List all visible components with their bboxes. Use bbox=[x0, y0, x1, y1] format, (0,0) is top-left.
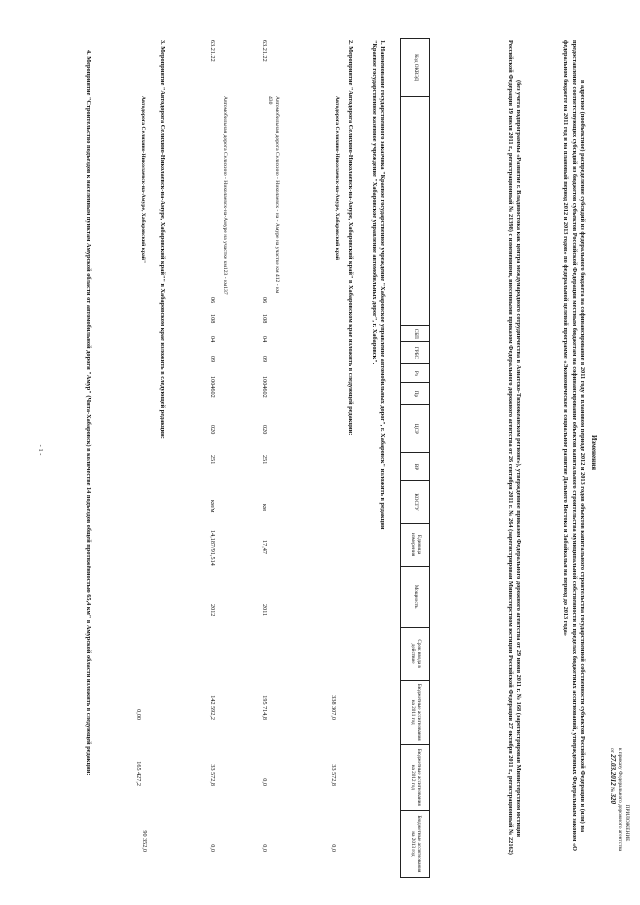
intro-paragraph: в адресное (пообъектное) распределение субсидий из федерального бюджета на софинансирование в 2011 году и плановом периоде 2012 и 2013 годов объектов капитального строительства государственной собственности субъектов Российской Федерации и (или) на предоставление соответствующих субсидий из бюджетов субъектов Российской Федерации местным бюджетам на софинансирование объектов капитального строительства муниципальной собственности в пределах бюджетных ассигнований, утвержденных Федеральным законом «О федеральном бюджете на 2011 год и на плановый период 2012 и 2013 годов» по федеральной целевой программе «Экономическое и социальное развитие Дальнего Востока и Забайкалья на период до 2013 года» bbox=[562, 40, 586, 852]
row1-kosgu: 251 bbox=[261, 455, 268, 465]
row2-rz: 04 bbox=[209, 336, 216, 343]
row1-2012: 0,0 bbox=[261, 778, 268, 786]
col-2013: Бюджетные ассигнования на 2013 год bbox=[401, 810, 430, 877]
row2-sbp: 06 bbox=[209, 297, 216, 304]
row1-grbs: 108 bbox=[261, 314, 268, 324]
item-2-text: 2. Мероприятие "Автодорога Селихино-Николаевск-на-Амуре, Хабаровский край" в Хабаровском крае изложить в следующей редакции: bbox=[347, 40, 354, 436]
col-unit: Единица измерения bbox=[401, 523, 430, 566]
row1-2011: 195 714,8 bbox=[261, 695, 268, 720]
row2-csr: 1004602 bbox=[209, 376, 216, 398]
item-1-text: 1. Наименование государственного заказчика "Краевое государственное учреждение "Хабаровское управление автомобильных дорог", г. Хабаровск" изложить в редакции bbox=[379, 40, 386, 530]
col-grbs: ГРБС bbox=[401, 342, 430, 364]
col-2011: Бюджетные ассигнования на 2011 год bbox=[401, 680, 430, 744]
col-power: Мощность bbox=[401, 566, 430, 627]
item-3-text: 3. Мероприятие "Автодорога Селихино-Николаевск-на-Амуре, Хабаровский край"" в Хабаровском крае изложить в следующей редакции: bbox=[159, 40, 166, 439]
item-3-summary-2011: 0,00 bbox=[135, 709, 142, 720]
row1-okved: 63.21.22 bbox=[261, 40, 268, 62]
document-title: Изменения bbox=[590, 434, 598, 471]
row2-pr: 09 bbox=[209, 356, 216, 363]
attachment-date: 27.03.2012 bbox=[608, 754, 617, 786]
col-name bbox=[401, 97, 430, 326]
col-2012: Бюджетные ассигнования на 2012 год bbox=[401, 744, 430, 810]
row1-csr: 1004602 bbox=[261, 376, 268, 398]
item-1 bbox=[369, 40, 386, 880]
col-pr: Пр bbox=[401, 383, 430, 405]
row1-unit: км bbox=[261, 504, 268, 511]
item-2-summary-2012: 33 572,8 bbox=[330, 764, 337, 786]
item-2-summary-2013: 0,0 bbox=[330, 844, 337, 852]
row2-okved: 63.21.22 bbox=[209, 40, 216, 62]
page-number: - 1 - bbox=[37, 444, 44, 456]
row2-power: 14,187/91,514 bbox=[209, 530, 216, 566]
item-3-summary-2012: 165 427,2 bbox=[135, 761, 142, 786]
item-2-summary-name: Автодорога Селихино-Николаевск-на-Амуре, Хабаровский край bbox=[334, 96, 340, 260]
row1-power: 17,47 bbox=[261, 540, 268, 554]
attachment-line1: к приказу Федерального дорожного агентства bbox=[617, 748, 624, 852]
row2-kosgu: 251 bbox=[209, 455, 216, 465]
row2-2013: 0,0 bbox=[209, 844, 216, 852]
row2-term: 2012 bbox=[209, 604, 216, 617]
col-sbp: СБП bbox=[401, 326, 430, 342]
row1-pr: 09 bbox=[261, 356, 268, 363]
row1-rz: 04 bbox=[261, 336, 268, 343]
col-term: Срок ввода в действие bbox=[401, 627, 430, 680]
row1-sbp: 06 bbox=[261, 297, 268, 304]
col-vr: ВР bbox=[401, 453, 430, 481]
col-rz: Рз bbox=[401, 364, 430, 383]
item-2-summary-2011: 338 307,0 bbox=[330, 695, 337, 720]
col-csr: ЦСР bbox=[401, 405, 430, 453]
row1-term: 2011 bbox=[261, 604, 268, 617]
row2-vr: 020 bbox=[209, 425, 216, 435]
row1-name: Автомобильная дорога Селихино - Николаевск - на - Амуре на участке км 412 - км 430 bbox=[267, 96, 280, 294]
attachment-number: 320 bbox=[608, 793, 617, 804]
row2-2012: 33 572,8 bbox=[209, 764, 216, 786]
item-4-text: 4. Мероприятие "Строительство подъездов к населенным пунктам Амурской области от автомобильной дороги "Амур" (Чита-Хабаровск) в количестве 14 подъездов общей протяжённостью 65,4 км" в Амурской области изложить в следующей редакции: bbox=[85, 50, 92, 776]
item-1-text2: "Краевое государственное казенное учреждение "Хабаровское управление автомобильных дорог", г. Хабаровск". bbox=[370, 40, 378, 365]
row1-vr: 020 bbox=[261, 425, 268, 435]
attachment-block bbox=[608, 748, 630, 898]
item-3-summary-name: Автодорога Селихино-Николаевск-на-Амуре, Хабаровский край" bbox=[140, 96, 146, 264]
attachment-label: ПРИЛОЖЕНИЕ bbox=[624, 804, 630, 842]
row2-name: Автомобильная дорога Селихино - Николаевск-на-Амуре на участке км123 - км137 bbox=[222, 96, 228, 295]
row2-unit: км/м bbox=[209, 500, 216, 513]
row2-grbs: 108 bbox=[209, 314, 216, 324]
allocation-table-header bbox=[400, 38, 430, 878]
row1-2013: 0,0 bbox=[261, 844, 268, 852]
col-okved: Код ОКВЭД bbox=[401, 39, 430, 97]
subtitle-paragraph: (без учета подпрограммы «Развитие г. Владивостока как центра международного сотрудничества в Азиатско-Тихоокеанском регионе»), утвержденное приказом Федерального дорожного агентства от 29 июня 2011 г. № 168 (зарегистрирован Министерством юстиции Российской Федерации 19 июля 2011 г., регистрационный № 21398) с изменениями, внесенными приказом Федерального дорожного агентства от 26 сентября 2011 г. № 264 (зарегистрирован Министерством юстиции Российской Федерации 27 октября 2011 г., регистрационный № 22162) bbox=[506, 40, 522, 855]
attachment-line2: от 27.03.2012 № 320 bbox=[608, 748, 617, 804]
item-3-summary-2013: 90 352,0 bbox=[141, 830, 148, 852]
row2-2011: 142 592,2 bbox=[209, 695, 216, 720]
col-kosgu: КОСГУ bbox=[401, 481, 430, 523]
